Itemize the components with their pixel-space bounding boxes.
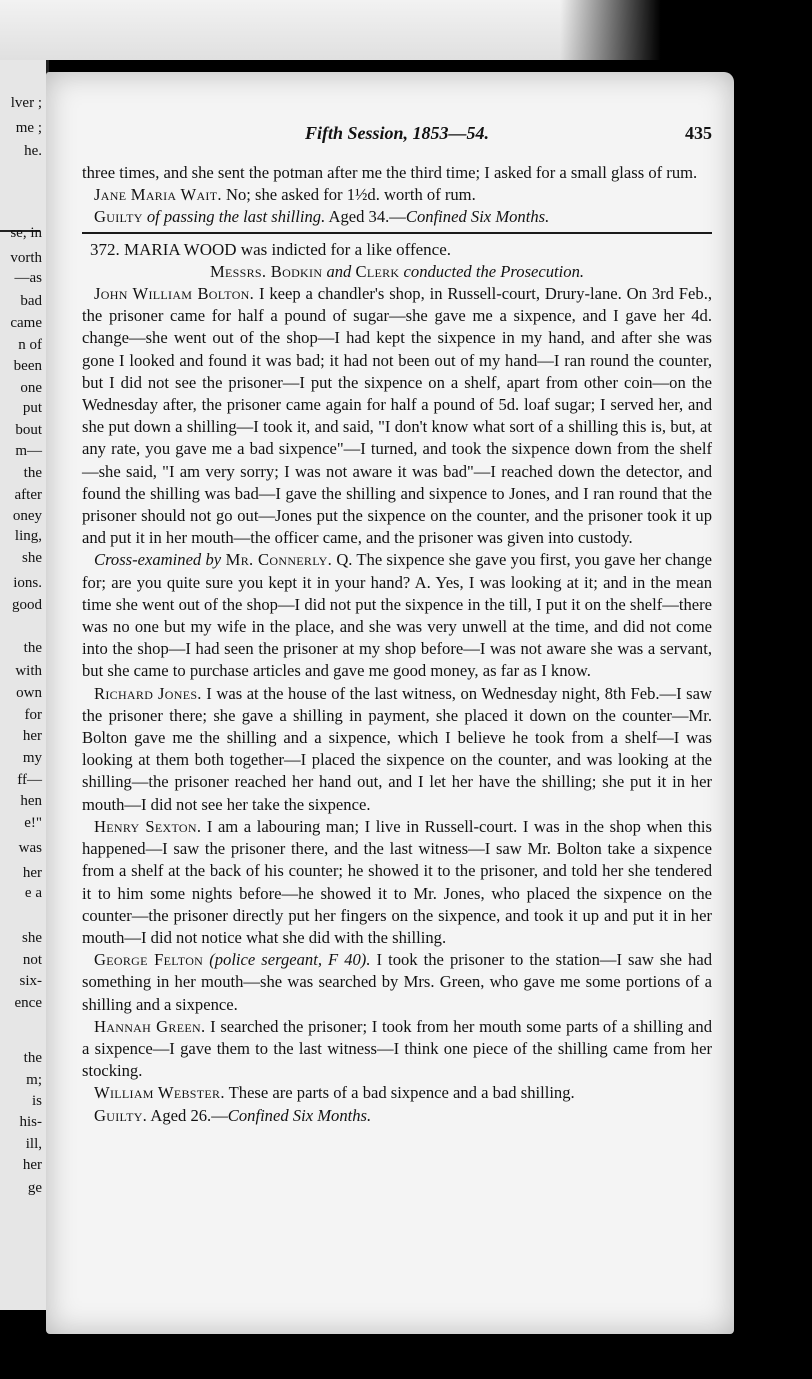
counsel-name-1: Messrs. Bodkin [209, 261, 323, 281]
previous-page-fragment: his- [19, 1114, 42, 1130]
cross-text: Q. The sixpence she gave you first, you gave her change for; are you quite sure you kept it in your hand? A. Yes, I was looking at it; and in the mean time she went out of the shop—I did not put the sixpence in the till, I put it on the shelf—there was no one but my wife in the place, and she was very unwell at the time, and did not come into the shop—I had seen the prisoner at my shop before—I was not aware she was a servant, but she came to purchase articles and gave me good money, as far as I know. [82, 550, 713, 681]
previous-page-fragment: ions. [13, 575, 42, 591]
running-head: Fifth Session, 1853—54. [304, 123, 490, 143]
previous-page-fragment: bad [20, 293, 42, 309]
case-verdict [82, 1105, 712, 1127]
previous-page-fragment: me ; [15, 120, 42, 136]
previous-page-fragment: not [22, 952, 42, 968]
previous-page-fragment: ff— [17, 772, 42, 788]
previous-page-fragment: lver ; [10, 95, 42, 111]
prev-case-witness [82, 184, 712, 206]
testimony-name: Richard Jones. [94, 683, 202, 703]
testimony-name: Hannah Green. [94, 1016, 206, 1036]
previous-page-fragment: she [22, 930, 42, 946]
previous-page-fragment: oney [12, 508, 42, 524]
previous-page-fragment: after [14, 487, 42, 503]
previous-page-fragment: the [23, 640, 42, 656]
cross-name: Mr. Connerly. [221, 550, 333, 570]
background-shadow [560, 0, 812, 60]
background-bottom [0, 1336, 812, 1379]
previous-page-fragment: with [15, 663, 42, 679]
testimony-name: William Webster. [94, 1083, 225, 1103]
previous-page-fragment: her [22, 728, 42, 744]
previous-page-fragment: n of [18, 337, 42, 353]
testimony-text: These are parts of a bad sixpence and a bad shilling. [224, 1083, 575, 1103]
prev-case-verdict [82, 206, 712, 228]
previous-page-fragment: the [23, 465, 42, 481]
testimony-name: George Felton [94, 950, 204, 970]
previous-page-fragment: for [24, 707, 42, 723]
page-header [82, 122, 712, 150]
body-text [82, 162, 712, 1127]
previous-page-fragment: put [22, 400, 42, 416]
cross-label: Cross-examined by [94, 550, 222, 570]
previous-page-fragment: ence [14, 995, 42, 1011]
testimony-name: Henry Sexton. [94, 816, 202, 836]
verdict-sentence: Confined Six Months. [227, 1105, 372, 1125]
previous-page-fragment: she [22, 550, 42, 566]
testimony-text: I am a labouring man; I live in Russell-court. I was in the shop when this happened—I saw the prisoner there, and the last witness—I saw Mr. Bolton take a sixpence from a shelf at the back of his counter; he showed it to the prisoner, and told her she tendered it to him some nights before—he showed it to Mr. Jones, who placed the sixpence on the counter—the prisoner directly put her fingers on the sixpence, and took it up and put it in her mouth—I did not notice what she did with the shilling. [82, 816, 712, 947]
previous-page-fragment: hen [20, 793, 42, 809]
counsel-line [82, 261, 712, 283]
previous-page-fragment: se, in [10, 225, 42, 241]
testimony-text: I took the prisoner to the station—I saw she had something in her mouth—she was searched by Mrs. Green, who gave me some portions of a shilling and a sixpence. [82, 950, 713, 1014]
cross-examination [82, 549, 712, 682]
previous-page-fragment: her [22, 865, 42, 881]
testimony-felton [82, 949, 712, 1016]
testimony-sexton [82, 816, 712, 949]
previous-page-fragment: ling, [14, 528, 42, 544]
previous-page-fragment: vorth [10, 250, 42, 266]
case-title: MARIA WOOD was indicted for a like offence. [119, 239, 452, 259]
testimony-green [82, 1016, 712, 1083]
previous-page-edge [0, 60, 49, 1310]
verdict-label: Guilty [94, 207, 143, 227]
previous-page-fragment: he. [24, 143, 42, 159]
counsel-rest: conducted the Prosecution. [399, 261, 585, 281]
testimony-text: I searched the prisoner; I took from her mouth some parts of a shilling and a sixpence—I gave them to the last witness—I think one piece of the shilling came from her stocking. [82, 1016, 712, 1081]
previous-page-fragment: e a [24, 885, 42, 901]
previous-page-fragment: six- [19, 973, 42, 989]
book-page [46, 72, 734, 1334]
testimony-webster [82, 1082, 712, 1104]
previous-page-fragment: one [20, 380, 42, 396]
verdict-age: Aged 34.— [325, 207, 406, 227]
previous-page-fragment: the [23, 1050, 42, 1066]
testimony-jones [82, 683, 712, 816]
verdict-label: Guilty. [94, 1105, 148, 1125]
previous-page-fragment: good [12, 597, 42, 613]
case-divider [82, 232, 712, 234]
previous-page-fragment: bout [15, 422, 42, 438]
previous-page-fragment: my [22, 750, 42, 766]
testimony-name: John William Bolton. [94, 284, 255, 304]
previous-page-fragment: is [31, 1093, 42, 1109]
verdict-age: Aged 26.— [147, 1105, 228, 1125]
testimony-bolton [82, 283, 712, 549]
testimony-text: I was at the house of the last witness, on Wednesday night, 8th Feb.—I saw the prisoner there; she gave a shilling in payment, she placed it down on the counter—Mr. Bolton gave me the shilling and a sixpence, which I believe he took from a shelf—I was looking at them both together—I placed the sixpence on the counter, and was looking at the shilling—the prisoner reached her hand out, and I let her have the shilling; she put it in her mouth—I did not see her take the sixpence. [82, 683, 712, 814]
previous-page-fragment: been [13, 358, 42, 374]
previous-page-fragment: her [22, 1157, 42, 1173]
previous-page-fragment: e!" [24, 815, 42, 831]
verdict-sentence: Confined Six Months. [405, 207, 550, 227]
prev-case-line: three times, and she sent the potman after me the third time; I asked for a small glass of rum. [82, 163, 698, 182]
testimony-text: I keep a chandler's shop, in Russell-court, Drury-lane. On 3rd Feb., the prisoner came for half a pound of sugar—she gave me a sixpence, and I gave her 4d. change—she went out of the shop—I had kept the sixpence in my hand, and after she was gone I looked and found it was bad; it had not been out of my hand—I ran round the counter, but I did not see the prisoner—I put the sixpence on a shelf, apart from other coin—on the Wednesday after, the prisoner came again for half a pound of 5d. loaf sugar; I served her, and she put down a shilling—I took it, and said, "I don't know what sort of a shilling this is, but, at any rate, you gave me a bad sixpence"—I turned, and took the sixpence down from the shelf—she said, "I am very sorry; I was not aware it was bad"—I reached down the detector, and found the shilling was bad—I gave the shilling and sixpence to Jones, and I ran round that the prisoner should not go out—Jones put the sixpence on the counter, and the prisoner took it up and put it in her mouth—the officer came, and the prisoner was given into custody. [82, 284, 712, 548]
previous-page-fragment: came [10, 315, 42, 331]
page-number: 435 [685, 123, 712, 143]
case-heading [82, 239, 712, 261]
case-number: 372. [90, 239, 120, 259]
verdict-italic: of passing the last shilling. [142, 207, 326, 227]
testimony-paren: (police sergeant, F 40). [203, 950, 371, 970]
previous-page-fragment: was [18, 840, 42, 856]
witness-text: No; she asked for 1½d. worth of rum. [221, 185, 476, 205]
witness-name: Jane Maria Wait. [94, 185, 222, 205]
previous-page-fragment: own [16, 685, 42, 701]
counsel-and: and [322, 261, 356, 281]
previous-page-fragment: ill, [25, 1136, 42, 1152]
previous-page-fragment: m; [26, 1072, 42, 1088]
previous-page-fragment: m— [15, 443, 42, 459]
previous-page-fragment: ge [27, 1180, 42, 1196]
previous-page-fragment: —as [14, 270, 42, 286]
counsel-name-2: Clerk [355, 261, 400, 281]
